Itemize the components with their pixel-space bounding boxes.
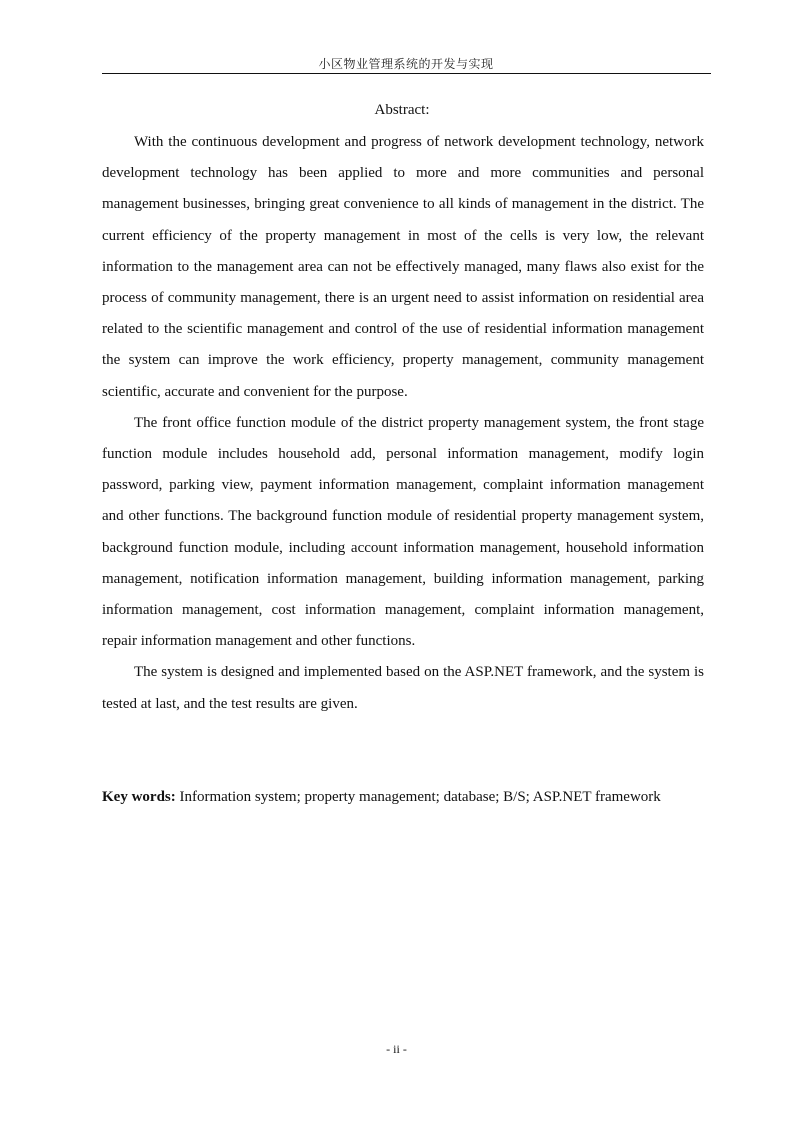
keywords-line: [102, 787, 722, 807]
abstract-heading: Abstract:: [374, 102, 430, 118]
abstract-paragraph-2: The front office function module of the district property management system, the front stage function module includes household add, personal information management, modify login password, parking view, payment information management, complaint information management and other functions. The background function module of residential property management system, background function module, including account information management, household information management, notification information management, building information management, parking information management, cost information management, complaint information management, repair information management and other functions.: [102, 414, 704, 650]
abstract-body: [102, 127, 704, 720]
running-header-title: 小区物业管理系统的开发与实现: [318, 57, 494, 71]
abstract-paragraph-3: The system is designed and implemented based on the ASP.NET framework, and the system is tested at last, and the test results are given.: [102, 664, 704, 712]
page-number: - ii -: [386, 1042, 407, 1056]
abstract-paragraph-1: With the continuous development and progress of network development technology, network development technology has been applied to more and more communities and personal management businesses, bringing great convenience to all kinds of management in the district. The current efficiency of the property management in most of the cells is very low, the relevant information to the management area can not be effectively managed, many flaws also exist for the process of community management, there is an urgent need to assist information on residential area related to the scientific management and control of the use of residential information management the system can improve the work efficiency, property management, community management scientific, accurate and convenient for the purpose.: [102, 134, 704, 400]
keywords-text: Information system; property management; database; B/S; ASP.NET framework: [179, 789, 661, 805]
keywords-label: Key words:: [102, 789, 176, 805]
header-rule: [102, 73, 711, 74]
